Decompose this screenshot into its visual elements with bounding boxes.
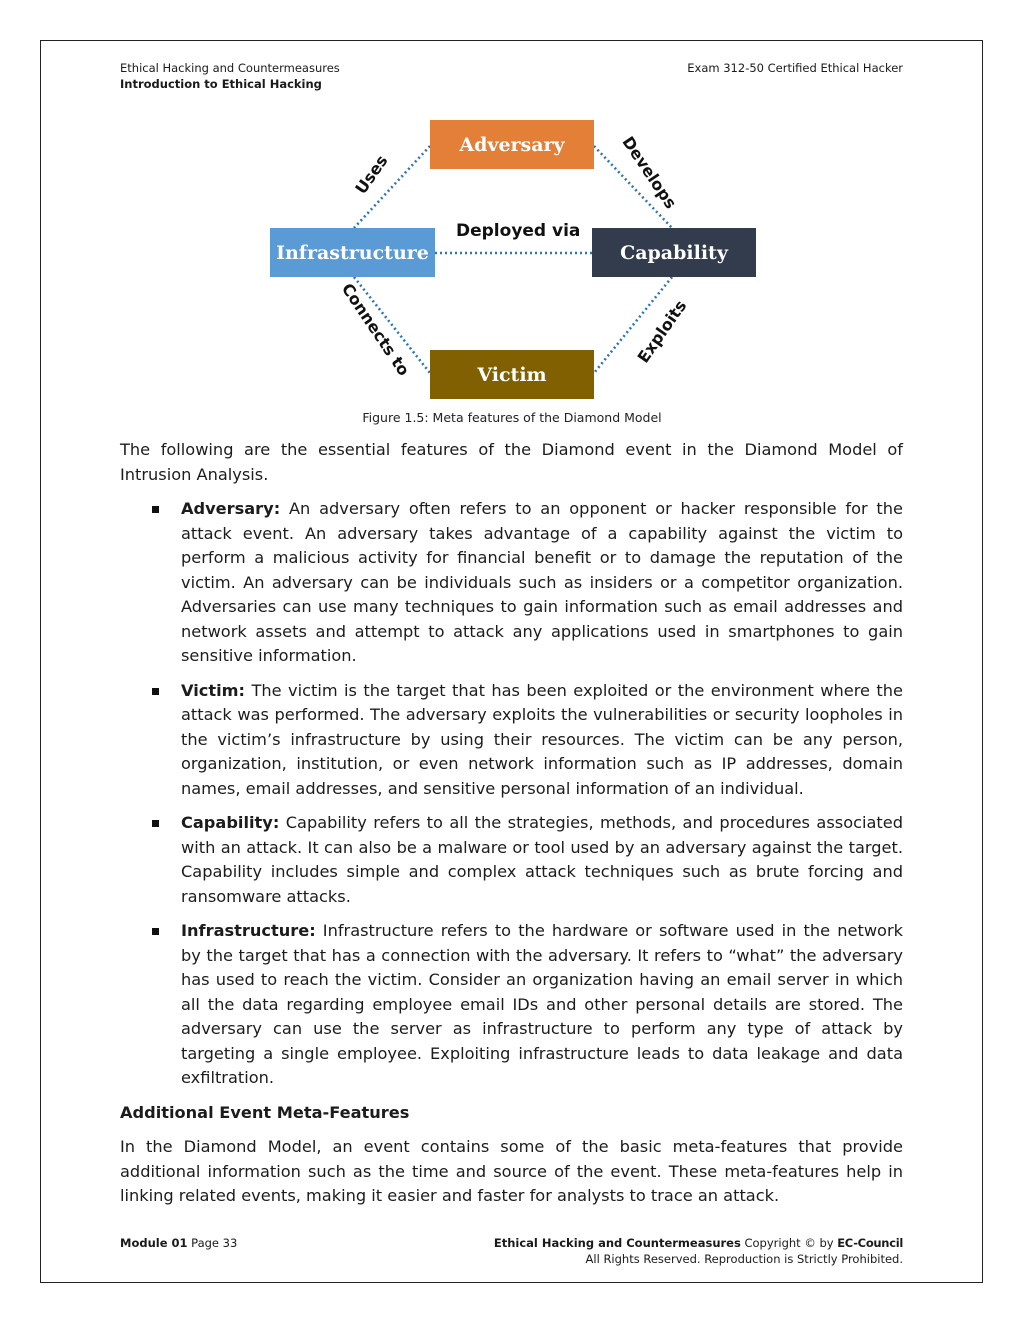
label-uses: Uses bbox=[351, 151, 392, 198]
label-deployed-via: Deployed via bbox=[456, 221, 581, 241]
feature-description: An adversary often refers to an opponent or hacker responsible for the attack event. An adversary takes advantage of a capability against the victim to perform a malicious activity for financial benefit or to damage the reputation of the victim. An adversary can be individuals such as insiders or a competitor organization. Adversaries can use many techniques to gain information such as email addresses and network assets and attempt to attack any applications used in smartphones to gain sensitive information. bbox=[181, 499, 903, 665]
intro-paragraph: The following are the essential features of the Diamond event in the Diamond Model of Intrusion Analysis. bbox=[120, 440, 903, 484]
label-exploits: Exploits bbox=[633, 296, 691, 367]
list-item bbox=[120, 679, 903, 802]
list-item bbox=[120, 497, 903, 669]
feature-term: Infrastructure: bbox=[181, 921, 316, 940]
feature-term: Victim: bbox=[181, 680, 246, 700]
footer-copyright: Copyright © by bbox=[740, 1236, 838, 1250]
node-victim: Victim bbox=[430, 350, 594, 399]
node-infrastructure: Infrastructure bbox=[270, 228, 435, 277]
footer-rights: All Rights Reserved. Reproduction is Strictly Prohibited. bbox=[585, 1252, 903, 1266]
page-footer-right bbox=[494, 1235, 903, 1267]
list-item bbox=[120, 811, 903, 909]
closing-paragraph: In the Diamond Model, an event contains some of the basic meta-features that provide additional information such as the time and source of the event. These meta-features help in linking related events, making it easier and faster for analysts to trace an attack. bbox=[120, 1137, 903, 1205]
header-exam-title: Exam 312-50 Certified Ethical Hacker bbox=[687, 61, 903, 75]
section-heading: Additional Event Meta-Features bbox=[120, 1102, 410, 1122]
features-list bbox=[120, 497, 903, 1091]
feature-description: Capability refers to all the strategies, methods, and procedures associated with an attack. It can also be a malware or tool used by an adversary against the target. Capability includes simple and complex attack techniques such as brute forcing and ransomware attacks. bbox=[181, 813, 903, 906]
list-item bbox=[120, 919, 903, 1091]
bullet-icon bbox=[152, 820, 159, 827]
node-adversary: Adversary bbox=[430, 120, 594, 169]
label-develops: Develops bbox=[618, 132, 681, 213]
footer-course: Ethical Hacking and Countermeasures bbox=[493, 1236, 741, 1250]
page-footer-left bbox=[120, 1235, 237, 1251]
figure-caption: Figure 1.5: Meta features of the Diamond Model bbox=[362, 410, 662, 425]
bullet-icon bbox=[152, 688, 159, 695]
label-connects-to: Connects to bbox=[337, 279, 414, 380]
feature-description: Infrastructure refers to the hardware or software used in the network by the target that has a connection with the adversary. It refers to “what” the adversary has used to reach the victim. Consider an organization having an email server in which all the data regarding employee email IDs and other personal details are stored. The adversary can use the server as infrastructure to perform any type of attack by targeting a single employee. Exploiting infrastructure leads to data leakage and data exfiltration. bbox=[181, 921, 903, 1087]
diamond-model-diagram bbox=[0, 0, 1024, 440]
footer-page-number: Page 33 bbox=[187, 1236, 238, 1250]
bullet-icon bbox=[152, 506, 159, 513]
header-module-title: Introduction to Ethical Hacking bbox=[120, 77, 322, 91]
node-capability: Capability bbox=[592, 228, 756, 277]
bullet-icon bbox=[152, 928, 159, 935]
footer-copyright-line bbox=[494, 1235, 903, 1251]
footer-module: Module 01 bbox=[120, 1236, 188, 1250]
feature-term: Adversary: bbox=[181, 499, 281, 518]
feature-term: Capability: bbox=[181, 813, 280, 832]
main-content bbox=[120, 438, 903, 1219]
header-course-title: Ethical Hacking and Countermeasures bbox=[120, 61, 340, 75]
ec-council-logo: EC-Council bbox=[837, 1236, 903, 1250]
feature-description: The victim is the target that has been exploited or the environment where the attack was performed. The adversary exploits the vulnerabilities or security loopholes in the victim’s infrastructure by using their resources. The victim can be any person, organization, institution, or even network information such as IP addresses, domain names, email addresses, and sensitive personal information of an individual. bbox=[181, 680, 903, 798]
